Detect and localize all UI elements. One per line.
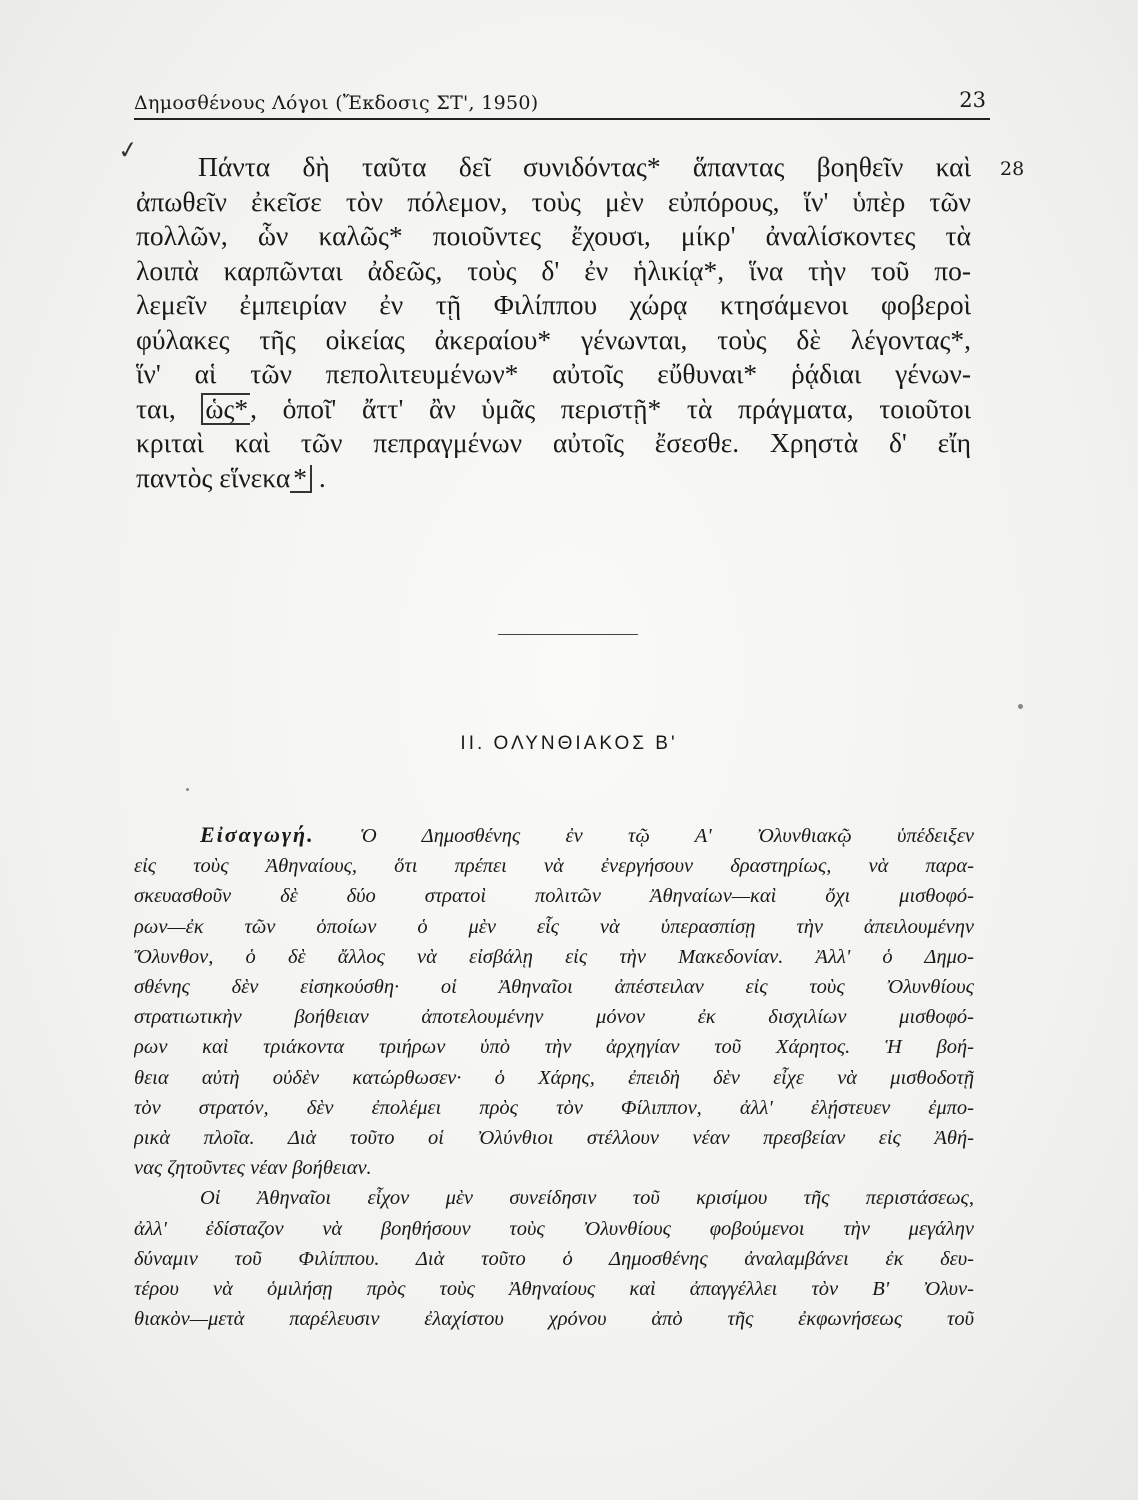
greek-passage: [136, 150, 971, 495]
passage-text: παντὸς εἵνεκα: [136, 461, 291, 493]
passage-line: λοιπὰ καρπῶνται ἀδεῶς, τοὺς δ' ἐν ἡλικίᾳ*, ἵνα τὴν τοῦ πο-: [136, 254, 971, 286]
handwritten-bracket: *: [290, 465, 312, 493]
passage-text: , ὁποῖ' ἄττ' ἂν ὑμᾶς περιστῇ* τὰ πράγματα, τοιοῦτοι: [250, 392, 971, 424]
intro-line: νας ζητοῦντες νέαν βοήθειαν.: [134, 1157, 372, 1180]
passage-text: ται,: [136, 392, 202, 424]
intro-line: θεια αὐτὴ οὐδὲν κατώρθωσεν· ὁ Χάρης, ἐπειδὴ δὲν εἶχε νὰ μισθοδοτῇ: [134, 1066, 974, 1089]
passage-line: λεμεῖν ἐμπειρίαν ἐν τῇ Φιλίππου χώρᾳ κτησάμενοι φοβεροὶ: [136, 289, 971, 320]
paper-speck: [1018, 704, 1023, 709]
passage-text: .: [312, 461, 326, 493]
intro-text: Ὁ Δημοσθένης ἐν τῷ Α' Ὀλυνθιακῷ ὑπέδειξεν: [359, 825, 974, 847]
intro-line: στρατιωτικὴν βοήθειαν ἀποτελουμένην μόνον ἐκ δισχιλίων μισθοφό-: [134, 1006, 974, 1029]
passage-line: Πάντα δὴ ταῦτα δεῖ συνιδόντας* ἅπαντας βοηθεῖν καὶ: [198, 151, 971, 182]
handwritten-bracket: ὡς*: [201, 393, 250, 425]
introduction: [134, 820, 974, 1334]
intro-line: ἀλλ' ἐδίσταζον νὰ βοηθήσουν τοὺς Ὀλυνθίους φοβούμενοι τὴν μεγάλην: [134, 1217, 974, 1240]
intro-line: σθένης δὲν εἰσηκούσθη· οἱ Ἀθηναῖοι ἀπέστειλαν εἰς τοὺς Ὀλυνθίους: [134, 976, 974, 999]
intro-line: θιακὸν—μετὰ παρέλευσιν ἐλαχίστου χρόνου ἀπὸ τῆς ἐκφωνήσεως τοῦ: [134, 1308, 974, 1331]
intro-line: [134, 820, 974, 851]
intro-line: ρικὰ πλοῖα. Διὰ τοῦτο οἱ Ὀλύνθιοι στέλλουν νέαν πρεσβείαν εἰς Ἀθή-: [134, 1127, 974, 1150]
passage-line: ἵν' αἱ τῶν πεπολιτευμένων* αὐτοῖς εὔθυναι* ῥᾴδιαι γένων-: [136, 358, 971, 389]
section-divider: [498, 634, 638, 635]
intro-line: Ὄλυνθον, ὁ δὲ ἄλλος νὰ εἰσβάλῃ εἰς τὴν Μακεδονίαν. Ἀλλ' ὁ Δημο-: [134, 945, 974, 968]
intro-line: ρων—ἐκ τῶν ὁποίων ὁ μὲν εἷς νὰ ὑπερασπίσῃ τὴν ἀπειλουμένην: [134, 915, 974, 938]
intro-line: εἰς τοὺς Ἀθηναίους, ὅτι πρέπει νὰ ἐνεργήσουν δραστηρίως, νὰ παρα-: [134, 855, 974, 878]
section-title: II. ΟΛΥΝΘΙΑΚΟΣ Β': [460, 733, 678, 754]
intro-line: δύναμιν τοῦ Φιλίππου. Διὰ τοῦτο ὁ Δημοσθένης ἀναλαμβάνει ἐκ δευ-: [134, 1247, 974, 1270]
paper-speck: [186, 788, 189, 791]
intro-line: τέρου νὰ ὁμιλήσῃ πρὸς τοὺς Ἀθηναίους καὶ ἀπαγγέλλει τὸν Β' Ὀλυν-: [134, 1278, 974, 1301]
handwritten-check-mark: ✓: [116, 134, 140, 166]
intro-line: τὸν στρατόν, δὲν ἐπολέμει πρὸς τὸν Φίλιππον, ἀλλ' ἐλῄστευεν ἐμπο-: [134, 1096, 974, 1119]
page-number: 23: [959, 88, 986, 112]
passage-line: ἀπωθεῖν ἐκεῖσε τὸν πόλεμον, τοὺς μὲν εὐπόρους, ἵν' ὑπὲρ τῶν: [136, 185, 971, 217]
running-header: [134, 88, 990, 120]
passage-line: φύλακες τῆς οἰκείας ἀκεραίου* γένωνται, τοὺς δὲ λέγοντας*,: [136, 323, 971, 355]
passage-line: κριταὶ καὶ τῶν πεπραγμένων αὐτοῖς ἔσεσθε. Χρηστὰ δ' εἴη: [136, 427, 971, 458]
intro-line: ρων καὶ τριάκοντα τριήρων ὑπὸ τὴν ἀρχηγίαν τοῦ Χάρητος. Ἡ βοή-: [134, 1036, 974, 1059]
passage-line: πολλῶν, ὧν καλῶς* ποιοῦντες ἔχουσι, μίκρ' ἀναλίσκοντες τὰ: [136, 220, 971, 251]
intro-line: Οἱ Ἀθηναῖοι εἶχον μὲν συνείδησιν τοῦ κρισίμου τῆς περιστάσεως,: [200, 1187, 974, 1210]
intro-label: Εἰσαγωγή.: [200, 822, 315, 847]
line-number: 28: [1000, 158, 1025, 180]
header-title: Δημοσθένους Λόγοι (Ἔκδοσις ΣΤ', 1950): [134, 92, 539, 114]
passage-line: [136, 461, 971, 496]
passage-line: [136, 392, 971, 427]
intro-line: σκευασθοῦν δὲ δύο στρατοὶ πολιτῶν Ἀθηναίων—καὶ ὄχι μισθοφό-: [134, 885, 974, 908]
